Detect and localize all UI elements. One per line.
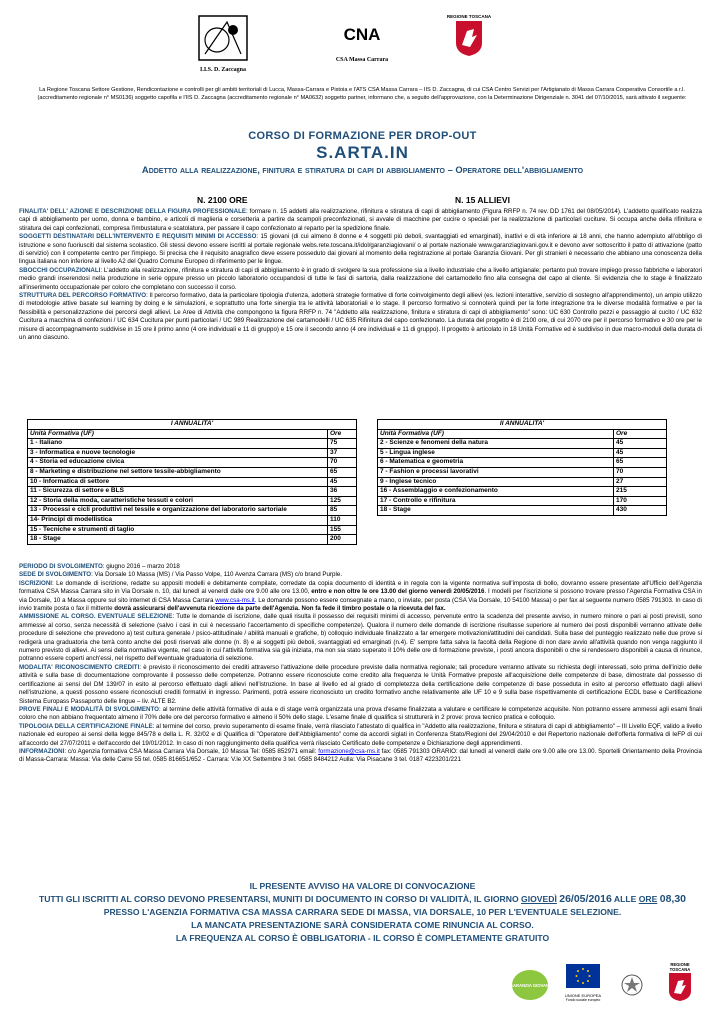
section-periodo: PERIODO DI SVOLGIMENTO: giugno 2016 – marzo 2018 [19,563,180,570]
regione-toscana-footer-logo [660,962,700,1007]
course-counts [0,195,725,207]
table-row: 3 - Informatica e nuove tecnologie 37 [28,448,357,458]
table1-title: I ANNUALITA' [28,420,357,430]
regione-toscana-footer-text: REGIONE TOSCANA [669,962,691,972]
table-row: 16 - Assemblaggio e confezionamento 215 [378,487,667,497]
table-row: 4 - Storia ed educazione civica 70 [28,458,357,468]
regione-toscana-logo [444,14,494,62]
garanzia-giovani-icon [510,968,550,1002]
eu-flag-icon [566,964,600,988]
header-logos [0,14,725,86]
table-row: 9 - Inglese tecnico 27 [378,477,667,487]
star-emblem-icon [620,970,644,1000]
table1-col-ore: Ore [328,429,357,439]
table-row: 7 - Fashion e processi lavorativi 70 [378,467,667,477]
course-subtitle: Addetto alla realizzazione, finitura e stiratura di capi di abbigliamento – Operatore dell'abbigliamento [141,164,584,175]
convocation-line1: IL PRESENTE AVVISO HA VALORE DI CONVOCAZIONE [249,881,476,891]
section-ammissione: AMMISSIONE AL CORSO. EVENTUALE SELEZIONE: Tutte le domande di iscrizione, dalle quali risulta il possesso dei requisiti minimi di accesso, pervenute entro la scadenza del presente avviso, in numero minore o pari ai posti previsti, sono ammesse al corso, senza necessità di selezione (salvo i casi in cui è necessario l'accertamento di specifiche competenze). Qualora il numero delle domande di iscrizione risultasse superiore al numero dei posti disponibili verranno attivate delle procedure di selezione che prevedono a) test cultura generale / psico-attitudinale / abilità manuali e grafiche, b) colloquio individuale finalizzato a far emergere motivazioni/attitudini dei candidati. Sulla base del punteggio realizzato nelle due prove si redigerà una graduatoria che terrà conto anche dei posti riservati alle donne (n. 8) e ai soggetti più deboli, svantaggiati ed emarginati (n.4). E' sempre fatta salva la facoltà della Regione di non dare avvio all'attività quando non venga raggiunto il numero previsto di allievi. Ai sensi della normativa vigente, nel caso in cui l'attività formativa sia già iniziata, ma non sia stato superato il 10% delle ore di formazione previste, i posti ancora disponibili o che si rendessero disponibili a causa di rinunce, potranno essere coperti anch'essi, nel rispetto dell'eventuale graduatoria di selezione. [19,613,702,663]
garanzia-giovani-logo [510,968,550,1002]
eu-logo [558,964,608,1002]
logo1-caption: I.I.S. D. Zaccagna [199,67,246,73]
pegasus-shield-icon [454,19,484,57]
course-description [19,208,702,343]
table2-col-uf: Unità Formativa (UF) [378,429,614,439]
footer-logos [0,962,725,1022]
convocation-line4: LA MANCATA PRESENTAZIONE SARÀ CONSIDERATA COME RINUNCIA AL CORSO. [191,920,534,930]
logo2-caption: CSA Massa Carrara [335,57,389,63]
section-prove-finali: PROVE FINALI E MODALITÀ DI SVOLGIMENTO: al termine delle attività formative di aula e di stage verrà organizzata una prova d'esame finalizzata a valutare e certificare le competenze acquisite. Non potranno essere ammessi agli esami finali coloro che non abbiano frequentato almeno il 70% delle ore del percorso formativo e almeno il 50% dello stage. L'esame finale di qualifica si strutturerà in 2 prove: prova tecnico pratica e colloquio. [19,705,702,722]
intro-paragraph: La Regione Toscana Settore Gestione, Rendicontazione e controlli per gli ambiti territoriali di Lucca, Massa-Carrara e Pistoia e l'ATS CSA Massa Carrara – IIS D. Zaccagna, di cui CSA Centro Servizi per l'Artigianato di Massa Carrara Cooperativa Consortile a r.l. (accreditamento regionale n° MS0136) soggetto capofila e l'IIS D. Zaccagna (accreditamento regionale n° MA0632) soggetto partner, informano che, a seguito dell'approvazione, con la Determinazione Dirigenziale n. 3041 del 07/10/2015, sarà attivato il seguente: [37,87,687,101]
second-year-table [377,419,667,516]
table-row: 6 - Matematica e geometria 65 [378,458,667,468]
course-name: S.ARTA.IN [316,143,409,162]
table-row: 17 - Controllo e rifinitura 170 [378,496,667,506]
table-row: 8 - Marketing e distribuzione nel settore tessile-abbigliamento 65 [28,467,357,477]
regione-toscana-text: REGIONE TOSCANA [446,14,492,19]
section-destinatari: SOGGETTI DESTINATARI DELL'INTERVENTO E REQUISITI MINIMI DI ACCESSO: 15 giovani (di cui almeno 8 donne e 4 soggetti più deboli, svantaggiati ed emarginati), inattivi e di età inferiore ai 18 anni, che hanno adempiuto all'obbligo di istruzione e sono fuoriusciti dal sistema scolastico. Gli stessi devono essere iscritti al portale regionale webs.rete.toscana.it/idol/garanziagiovani/ o al portale nazionale www.garanziagiovani.gov.it e devono aver sottoscritto il patto di attivazione (patto di servizio) con il competente centro per l'impiego. Si precisa che il requisito anagrafico deve essere posseduto dai giovani al momento della registrazione al portale Garanzia Giovani. Per gli stranieri è necessario che abbiano una conoscenza della lingua italiana non inferiore al livello A2 del Quadro Comune Europeo di riferimento per le lingue. [19,233,703,266]
svg-text:GARANZIA GIOVANI: GARANZIA GIOVANI [510,983,550,988]
table-row: 12 - Storia della moda, caratteristiche tessuti e colori 125 [28,496,357,506]
section-iscrizioni: ISCRIZIONI: Le domande di iscrizione, redatte su appositi modelli e debitamente compilate, corredate da copia documento di identità e in regola con la vigente normativa sull'imposta di bollo, dovranno essere presentate all'Ufficio dell'Agenzia formativa CSA Massa Carrara sito in Via Dorsale n. 10, dal lunedì al venerdì dalle ore 9.00 alle ore 13.00, entro e non oltre le ore 13.00 del giorno venerdì 20/05/2016. I modelli per l'iscrizione si possono trovare presso l'Agenzia Formativa CSA in via Dorsale, 10 a Massa oppure sul sito internet di CSA Massa Carrara www.csa-ms.it. Le domande possono essere consegnate a mano, o inviate, per posta (CSA Via Dorsale, 10 54100 Massa) o per fax al seguente numero 0585 791303. In caso di invio tramite posta o fax il mittente dovrà assicurarsi dell'avvenuta ricezione da parte dell'Agenzia. Non fa fede il timbro postale o la ricevuta del fax. [19,579,702,613]
table-row: 14- Principi di modellistica 110 [28,515,357,525]
eu-subcaption: Fondo sociale europeo [565,998,601,1002]
pegasus-shield-icon [668,972,692,1002]
table-row: 11 - Sicurezza di settore e BLS 36 [28,487,357,497]
iis-zaccagna-logo [186,14,260,73]
cna-text: CNA [343,25,381,44]
eu-caption: UNIONE EUROPEA [564,993,602,998]
zaccagna-emblem-icon [197,14,249,62]
table2-col-ore: Ore [614,429,667,439]
section-struttura: STRUTTURA DEL PERCORSO FORMATIVO: Il percorso formativo, data la particolare tipologia d'utenza, adotterà strategie formative di forte coinvolgimento degli allievi (es. lezioni interattive, servizio di sostegno all'apprendimento), un ampio utilizzo di metodologie attive basate sul learning by doing e le simulazioni, e soprattutto una forte sinergia tra le attività laboratoriali e lo stage. Il percorso formativo si connoterà quindi per la forte integrazione tra le diverse modalità formative e per la flessibilità e personalizzazione dei percorsi degli allievi. Le Aree di Attività che compongono la figura RRFP n. 74 "Addetto alla realizzazione, finitura e stiratura di capi di abbigliamento" sono: UC 630 Controllo pezzi e passaggio al cucito / UC 632 Cucitura a macchina di confezioni / UC 634 Cucitura per punti particolari / UC 989 Realizzazione dei cartamodelli / UC 635 Rifinitura del capo confezionato. La durata del progetto è di 2100 ore, di cui 2070 ore per il percorso formativo e 30 ore per le misure di accompagnamento suddivise in 15 ore il primo anno (4 ore individuali e 11 di gruppo) e 15 ore il secondo anno (4 ore individuali e 11 di gruppo). Il progetto è articolato in 18 Unità Formative ed è suddiviso in due macro-moduli della durata di un anno ciascuno. [19,292,702,342]
section-sede: SEDE DI SVOLGIMENTO: Via Dorsale 10 Massa (MS) / Via Passo Volpe, 110 Avenza Carrara (MS) c/o brand Purple. [19,571,343,579]
section-sbocchi: SBOCCHI OCCUPAZIONALI: L'addetto alla realizzazione, rifinitura e stiratura di capi di abbigliamento è in grado di svolgere la sua professione sia a livello industriale che a livello artigianale; pertanto può trovare impiego presso fabbriche e laboratori medio grandi inserendosi nella produzione in serie oppure presso un piccolo laboratorio occupandosi di tutte le fasi di sartoria, dalla realizzazione del cartamodello fino alla consegna del capo al cliente. Si evidenzia che lo stage è finalizzato all'inserimento occupazionale per coloro che completano con successo il corso. [19,266,702,291]
table-row: 10 - Informatica di settore 45 [28,477,357,487]
csa-website-link[interactable]: www.csa-ms.it [215,596,255,604]
section-informazioni: INFORMAZIONI: c/o Agenzia formativa CSA Massa Carrara Via Dorsale, 10 Massa Tel: 0585 852971 email: formazione@csa-ms.it fax: 0585 791303 ORARIO: dal lunedì al venerdì dalle ore 9.00 alle ore 13.00. Sportelli Orientamento della Provincia di Massa-Carrara: Massa: Via delle Carre 55 tel. 0585 816651/652 - Carrara: V.le XX Settembre 3 tel. 0585 8484212 Aulla: Via Pisacane 3 tel. 0187 4223201/221 [19,747,702,764]
cna-logo-icon [340,18,384,48]
table1-col-uf: Unità Formativa (UF) [28,429,328,439]
section-certificazione: TIPOLOGIA DELLA CERTIFICAZIONE FINALE: al termine del corso, previo superamento di esame finale, verrà rilasciato l'attestato di qualifica in "Addetto alla realizzazione, finitura e stiratura di capi di abbigliamento" – III Livello EQF, valido a livello nazionale ed europeo ai sensi della legge 845/78 e della L. R. 32/02 e di Qualifica di "Operatore dell'Abbigliamento" come da accordi siglati in Conferenza Stato/Regioni del 29/04/2010 e del Repertorio nazionale dell'offerta formativa di IeFP di cui all'accordo del 27/07/2011 e dell'accordo del 19/01/2012. In caso di non raggiungimento della qualifica verrà rilasciato Certificato delle competenze e Dichiarazione degli apprendimenti. [19,722,702,747]
first-year-table [27,419,357,545]
table-row: 18 - Stage 430 [378,506,667,516]
convocation-line3: PRESSO L'AGENZIA FORMATIVA CSA MASSA CARRARA SEDE DI MASSA, VIA DORSALE, 10 PER L'EVENTUALE SELEZIONE. [103,907,622,917]
email-link[interactable]: formazione@csa-ms.it [318,747,380,755]
table-row: 1 - Italiano 75 [28,439,357,449]
convocation-notice [0,880,725,945]
table-row: 5 - Lingua inglese 45 [378,448,667,458]
table-row: 2 - Scienze e fenomeni della natura 45 [378,439,667,449]
convocation-line2: TUTTI GLI ISCRITTI AL CORSO DEVONO PRESENTARSI, MUNITI DI DOCUMENTO IN CORSO DI VALIDITÀ, IL GIORNO GIOVEDÌ 26/05/2016 ALLE ORE 08,30 [38,893,687,905]
table-row: 15 - Tecniche e strumenti di taglio 155 [28,525,357,535]
table-row: 18 - Stage 200 [28,535,357,545]
csa-logo [322,18,402,63]
section-crediti: MODALITA' RICONOSCIMENTO CREDITI: è previsto il riconoscimento dei crediti attraverso l'attivazione delle procedure previste dalla normativa regionale; tali procedure verranno attivate su richiesta degli interessati, solo prima dell'inizio delle attività e sulla base di documentazione comprovante il possesso delle competenze. Potranno essere riconosciute come credito alla frequenza le Unità Formative preposte all'acquisizione delle competenze di base, dimostrate dal possesso di certificazione ai sensi del DM 139/07 in esito al percorso effettuato dagli allievi nell'istruzione. In base al livello ed al grado di completezza della certificazione delle competenze di base posseduta in esito al percorso effettuato dagli allievi nell'istruzione, a questi possono essere riconosciuti crediti formativi in ingresso. Parimenti, potrà essere riconosciuto un credito formativo anche relativamente alle UF 10 e 9 sulla base rispettivamente di certificazione ECDL base e Certificazione Sistema Europass Passaporto delle lingue – liv. ALTE B2. [19,663,702,705]
hours-count: N. 2100 ORE [197,195,248,205]
course-heading: CORSO DI FORMAZIONE PER DROP-OUT [248,130,477,142]
students-count: N. 15 ALLIEVI [455,195,510,205]
table2-title: II ANNUALITA' [378,420,667,430]
section-finalita: FINALITA' DELL' AZIONE E DESCRIZIONE DELLA FIGURA PROFESSIONALE: formare n. 15 addetti alla realizzazione, rifinitura e stiratura di capi di abbigliamento (Figura RRFP n. 74 rev. DD 1761 del 08/05/2014). L'addetto qualificato realizza capi di abbigliamento per uomo, donna e bambino, e articoli di maglieria e corsetteria a partire da scampoli preconfezionati, si avvale di macchine per cucire o speciali per la realizzazione di particolari cuciture. Si occupa anche della rifinitura e stiratura dei capi confezionati, compresa l'imbustatura e scatolatura, per passare il capo confezionato al reparto per la spedizione finale. [19,208,702,232]
italian-republic-emblem [620,970,644,1000]
table-row: 13 - Processi e cicli produttivi nel tessile e organizzazione del laboratorio sartoriale 85 [28,506,357,516]
convocation-line5: LA FREQUENZA AL CORSO È OBBLIGATORIA - IL CORSO È COMPLETAMENTE GRATUITO [175,933,550,943]
course-details [19,563,702,765]
